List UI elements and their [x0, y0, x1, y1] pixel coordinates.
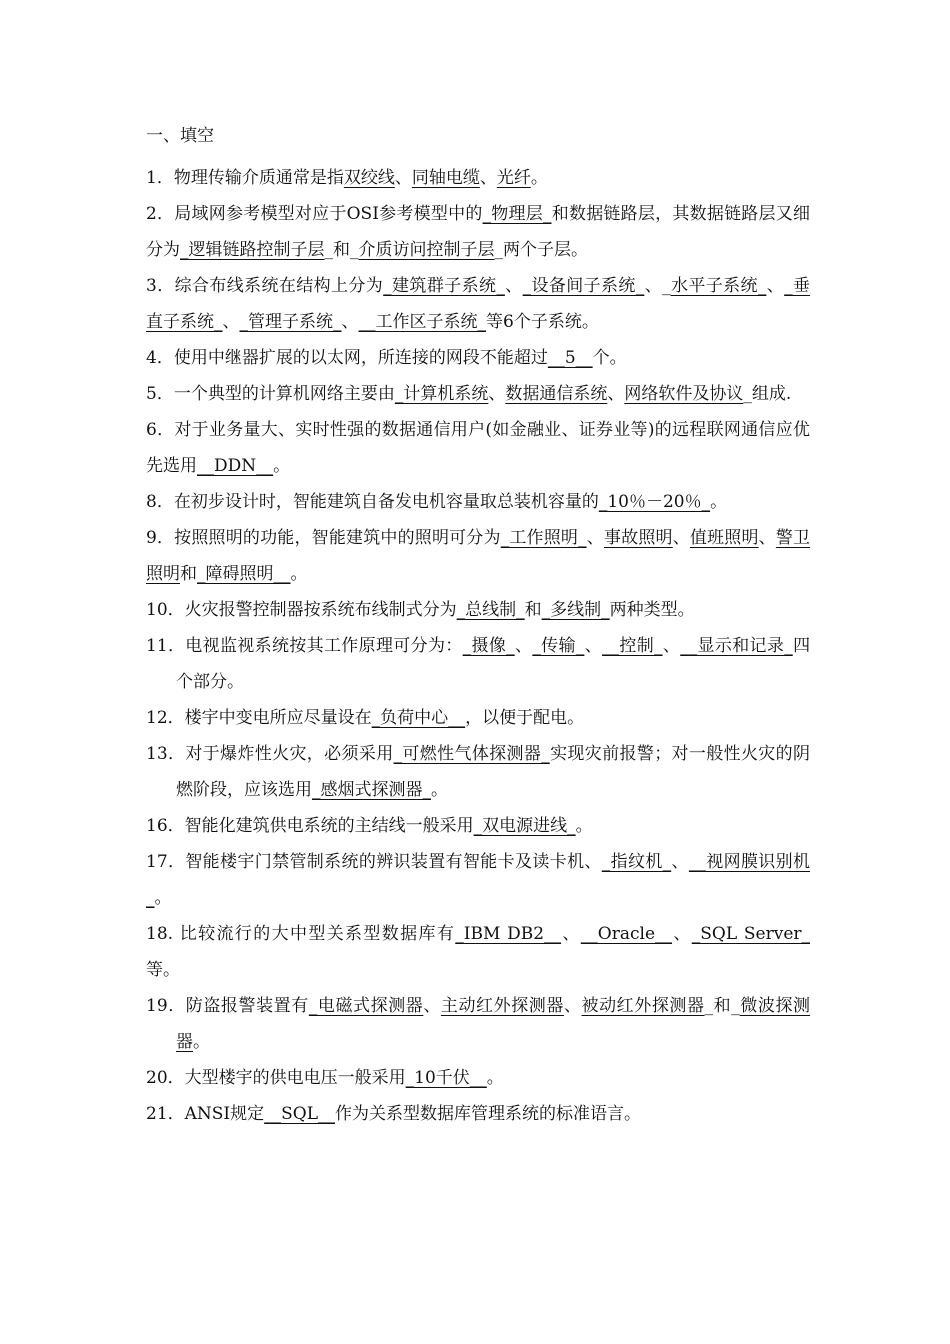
answer-blank: 警卫照明: [146, 528, 811, 584]
question-text: 。: [154, 888, 172, 908]
question-text: 20．大型楼宇的供电电压一般采用: [146, 1068, 406, 1088]
question-text: 。: [486, 1068, 504, 1088]
question-text: 、: [662, 636, 681, 656]
answer-blank: _10％－20％_: [598, 492, 711, 512]
answer-blank: _障碍照明__: [197, 564, 291, 584]
answer-blank: _电磁式探测器: [308, 996, 424, 1016]
question-text: 、: [423, 996, 441, 1016]
question-text: 18. 比较流行的大中型关系型数据库有: [146, 924, 456, 944]
question-text: 。: [431, 780, 448, 800]
answer-blank: __工作区子系统_: [358, 312, 486, 332]
answer-blank: 数据通信系统: [505, 384, 608, 404]
question-2: [146, 196, 810, 268]
answer-blank: 微波探测器: [176, 996, 811, 1052]
question-text: 四个部分。: [176, 636, 811, 692]
question-10: [146, 592, 810, 628]
question-13: [146, 736, 810, 808]
question-text: 5．一个典型的计算机网络主要由: [146, 384, 395, 404]
answer-blank: 介质访问控制子层: [358, 240, 495, 260]
question-text: 16．智能化建筑供电系统的主结线一般采用: [146, 816, 474, 836]
question-text: 2．局域网参考模型对应于OSI参考模型中的: [146, 204, 483, 224]
answer-blank: _10千伏__: [405, 1068, 487, 1088]
question-text: 、: [758, 528, 776, 548]
question-text: 实现灾前报警；对一般性火灾的阴燃阶段，应该选用: [176, 744, 811, 800]
question-text: 作为关系型数据库管理系统的标准语言。: [335, 1104, 642, 1124]
question-text: 17．智能楼宇门禁管制系统的辨识装置有智能卡及读卡机、: [146, 852, 602, 872]
question-text: 、: [563, 996, 582, 1016]
question-text: 、: [394, 168, 412, 188]
question-3: [146, 268, 810, 340]
answer-blank: 事故照明: [603, 528, 673, 548]
answer-blank: _传输_: [532, 636, 585, 656]
question-18: [146, 916, 810, 988]
answer-blank: _SQL Server_: [691, 924, 811, 944]
question-text: 。: [273, 456, 291, 476]
question-19: [146, 988, 810, 1060]
answer-blank: __SQL__: [264, 1104, 336, 1124]
question-text: 、: [607, 384, 625, 404]
answer-blank: 网络软件及协议: [624, 384, 744, 404]
question-12: [146, 700, 810, 736]
answer-blank: 值班照明: [689, 528, 759, 548]
question-text: 、_: [644, 276, 671, 296]
question-9: [146, 520, 810, 592]
question-text: 。: [290, 564, 308, 584]
question-21: [146, 1096, 810, 1132]
answer-blank: _指纹机_: [601, 852, 672, 872]
question-text: 。: [530, 168, 548, 188]
question-text: _和_: [324, 240, 359, 260]
question-text: 、: [479, 168, 497, 188]
question-20: [146, 1060, 810, 1096]
answer-blank: _工作照明_: [500, 528, 587, 548]
question-text: 、: [514, 636, 533, 656]
question-text: 8．在初步设计时，智能建筑自备发电机容量取总装机容量的: [146, 492, 599, 512]
question-4: [146, 340, 810, 376]
question-text: 3．综合布线系统在结构上分为: [146, 276, 384, 296]
question-6: [146, 412, 810, 484]
answer-blank: __DDN__: [197, 456, 274, 476]
answer-blank: _IBM DB2__: [455, 924, 562, 944]
question-text: 、: [584, 636, 603, 656]
question-text: 和: [180, 564, 197, 584]
question-list: [146, 160, 810, 1132]
answer-blank: __视网膜识别机_: [146, 852, 810, 908]
question-text: 9．按照照明的功能，智能建筑中的照明可分为: [146, 528, 501, 548]
question-text: 等。: [146, 960, 180, 980]
answer-blank: _总线制_: [456, 600, 525, 620]
answer-blank: _双电源进线_: [473, 816, 576, 836]
answer-blank: _逻辑链路控制子层: [180, 240, 325, 260]
question-text: 。: [710, 492, 728, 512]
answer-blank: __Oracle__: [580, 924, 673, 944]
question-text: 、: [222, 312, 240, 332]
question-text: 19．防盗报警装置有: [146, 996, 309, 1016]
question-1: [146, 160, 810, 196]
question-text: 和: [524, 600, 542, 620]
question-text: 两种类型。: [609, 600, 695, 620]
answer-blank: 被动红外探测器: [581, 996, 705, 1016]
question-text: 11．电视监视系统按其工作原理可分为：: [146, 636, 463, 656]
answer-blank: _摄像_: [462, 636, 515, 656]
answer-blank: 光纤: [496, 168, 531, 188]
answer-blank: _感烟式探测器_: [312, 780, 431, 800]
answer-blank: _可燃性气体探测器_: [393, 744, 550, 764]
question-text: 、: [488, 384, 506, 404]
question-text: _两个子层。: [494, 240, 588, 260]
answer-blank: _负荷中心__: [371, 708, 466, 728]
question-text: 、: [586, 528, 604, 548]
answer-blank: _垂直子系统_: [146, 276, 811, 332]
answer-blank: _多线制_: [541, 600, 610, 620]
section-heading: 一、填空: [146, 126, 214, 146]
question-text: ，以便于配电。: [465, 708, 585, 728]
question-text: 4．使用中继器扩展的以太网，所连接的网段不能超过: [146, 348, 548, 368]
question-text: 和数据链路层，其数据链路层又细分为: [146, 204, 811, 260]
answer-blank: 同轴电缆: [411, 168, 480, 188]
question-text: 1．物理传输介质通常是指: [146, 168, 344, 188]
answer-blank: _物理层_: [482, 204, 552, 224]
question-text: 、: [672, 528, 690, 548]
answer-blank: 双绞线: [343, 168, 395, 188]
answer-blank: _管理子系统_: [239, 312, 342, 332]
question-text: 。: [193, 1032, 210, 1052]
question-text: 、: [561, 924, 581, 944]
question-text: 12．楼宇中变电所应尽量设在: [146, 708, 372, 728]
question-17: [146, 844, 810, 916]
question-text: 等6个子系统。: [486, 312, 599, 332]
answer-blank: 水平子系统_: [670, 276, 767, 296]
question-text: 、: [672, 924, 692, 944]
question-text: 、: [341, 312, 359, 332]
question-text: 、: [504, 276, 523, 296]
question-text: 、: [766, 276, 785, 296]
question-text: 、: [671, 852, 689, 872]
question-text: 21．ANSI规定: [146, 1104, 265, 1124]
answer-blank: __5__: [547, 348, 593, 368]
question-5: [146, 376, 810, 412]
question-8: [146, 484, 810, 520]
answer-blank: _计算机系统: [394, 384, 489, 404]
answer-blank: _设备间子系统_: [522, 276, 645, 296]
answer-blank: 主动红外探测器: [440, 996, 564, 1016]
question-text: 个。: [592, 348, 627, 368]
question-text: 。: [575, 816, 593, 836]
answer-blank: __显示和记录_: [680, 636, 793, 656]
question-text: 6．对于业务量大、实时性强的数据通信用户(如金融业、证券业等)的远程联网通信应优先选用: [146, 420, 810, 476]
question-text: _和_: [704, 996, 740, 1016]
question-text: 10．火灾报警控制器按系统布线制式分为: [146, 600, 457, 620]
question-16: [146, 808, 810, 844]
answer-blank: _建筑群子系统_: [383, 276, 505, 296]
question-text: _组成.: [743, 384, 792, 404]
answer-blank: __控制_: [602, 636, 663, 656]
question-text: 13．对于爆炸性火灾，必须采用: [146, 744, 394, 764]
question-11: [146, 628, 810, 700]
